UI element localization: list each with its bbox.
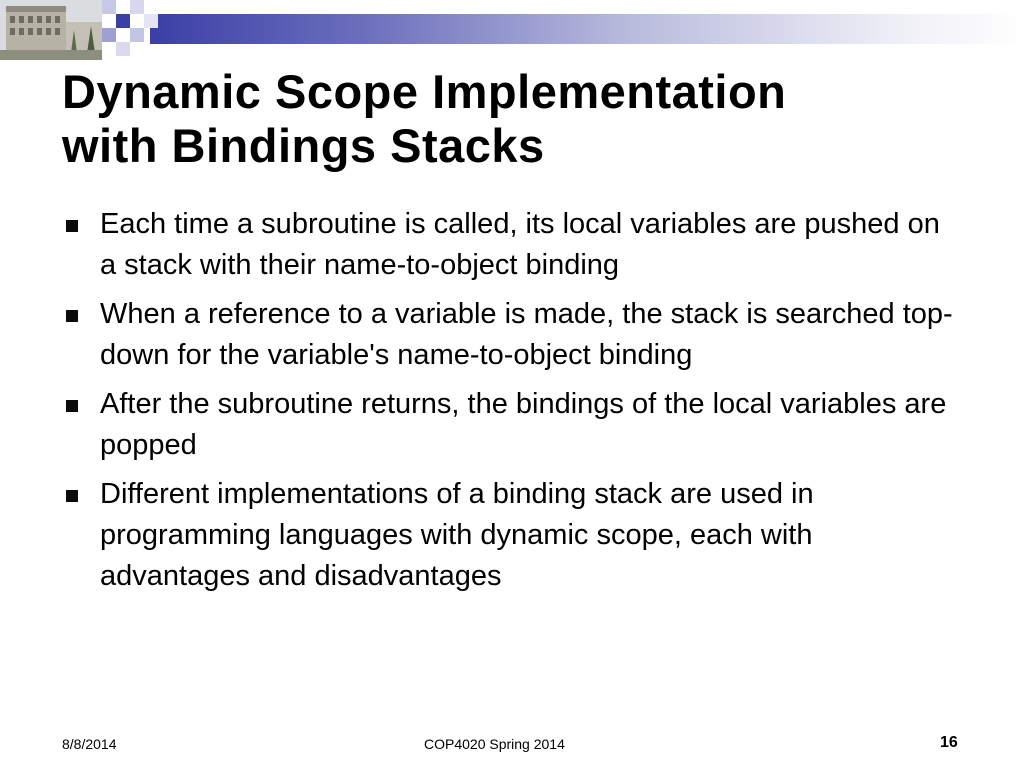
bullet-text: After the subroutine returns, the bindings of the local variables are popped — [100, 388, 947, 461]
slide-title — [62, 65, 992, 173]
page-number: 16 — [940, 734, 958, 751]
slide-title-line: with Bindings Stacks — [62, 119, 545, 172]
square-bullet-icon — [66, 490, 78, 502]
decorative-square — [130, 28, 144, 42]
bullet-text: When a reference to a variable is made, the stack is searched top-down for the variable's name-to-object binding — [100, 298, 953, 371]
footer-date: 8/8/2014 — [62, 736, 117, 752]
decorative-square — [130, 0, 144, 14]
bullet-item — [62, 204, 962, 286]
header-gradient-bar — [150, 14, 1024, 44]
square-bullet-icon — [66, 310, 78, 322]
decorative-square — [102, 0, 116, 14]
decorative-square — [102, 28, 116, 42]
square-bullet-icon — [66, 220, 78, 232]
decorative-square — [116, 42, 130, 56]
bullet-text: Different implementations of a binding stack are used in programming languages with dynamic scope, each with advantages and disadvantages — [100, 478, 814, 592]
header-decoration — [0, 0, 1024, 50]
footer-course: COP4020 Spring 2014 — [424, 736, 565, 752]
slide-title-line: Dynamic Scope Implementation — [62, 65, 787, 118]
decorative-square — [144, 14, 158, 28]
bullet-text: Each time a subroutine is called, its local variables are pushed on a stack with their name-to-object binding — [100, 208, 940, 281]
square-bullet-icon — [66, 400, 78, 412]
bullet-item — [62, 294, 962, 376]
bullet-item — [62, 474, 962, 597]
building-photo — [0, 0, 102, 60]
decorative-square — [116, 14, 130, 28]
bullet-item — [62, 384, 962, 466]
bullet-list — [62, 204, 962, 605]
